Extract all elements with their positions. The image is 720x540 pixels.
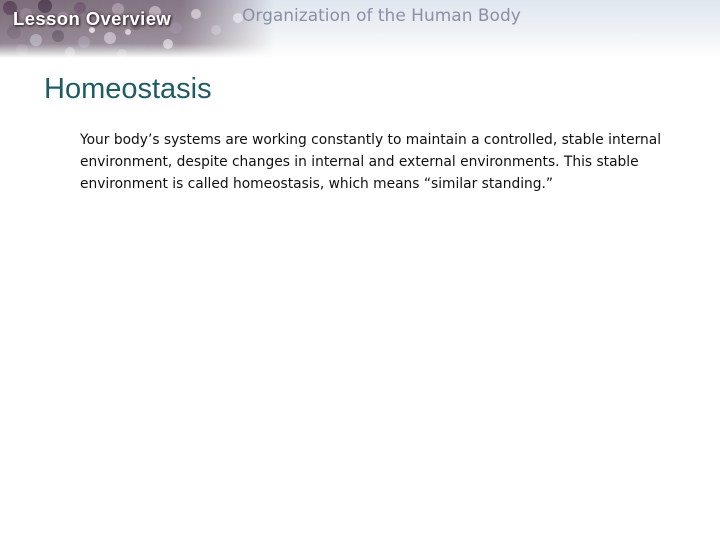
slide-title: Homeostasis: [44, 73, 212, 105]
slide-body-text: Your body’s systems are working constantly to maintain a controlled, stable internal environment, despite changes in internal and external environments. This stable environment is called homeostasis, which means “similar standing.”: [80, 132, 662, 192]
lesson-overview-label: Lesson Overview: [13, 8, 172, 29]
lesson-topic-title: Organization of the Human Body: [242, 6, 521, 26]
header-banner: [0, 0, 720, 58]
